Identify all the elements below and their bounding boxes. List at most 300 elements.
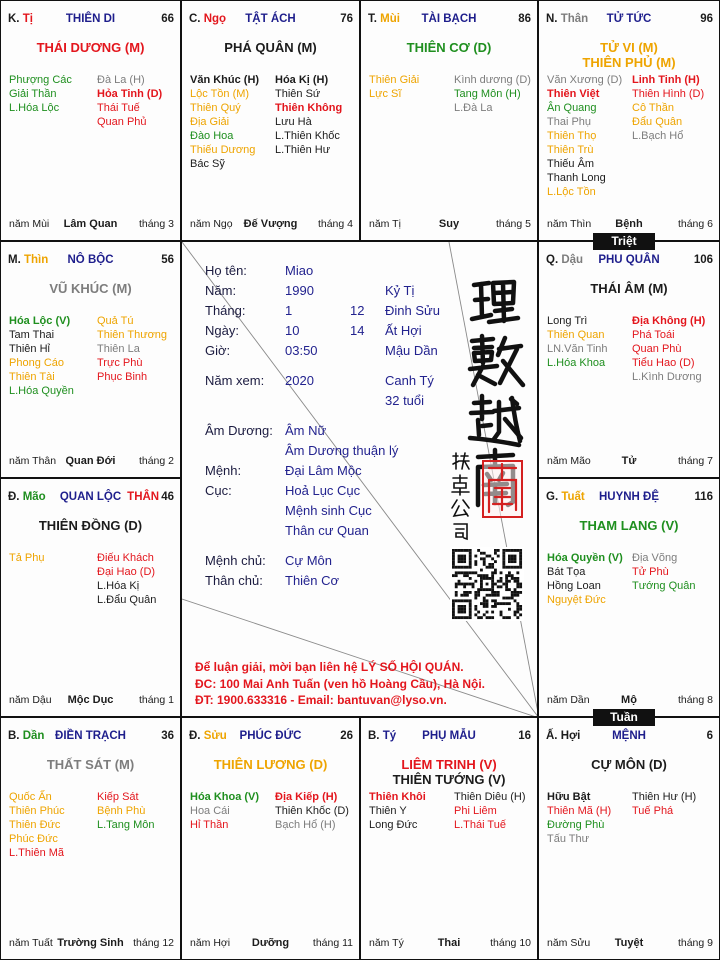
qr-module bbox=[516, 591, 519, 594]
palace-name-wrap bbox=[361, 12, 537, 27]
profile-row bbox=[182, 323, 537, 339]
minor-star: Địa Không (H) bbox=[632, 315, 706, 327]
minor-star: Phá Toái bbox=[632, 329, 675, 341]
palace-age: 106 bbox=[693, 254, 713, 266]
palace-name-wrap bbox=[539, 729, 719, 744]
qr-module bbox=[494, 599, 497, 602]
qr-module bbox=[500, 611, 503, 614]
qr-module bbox=[514, 594, 517, 597]
star-list-left bbox=[190, 73, 259, 171]
footer-stage: Dưỡng bbox=[251, 937, 290, 949]
main-stars bbox=[1, 40, 180, 55]
minor-star: Thiên Hỉ bbox=[9, 343, 50, 355]
palace-header bbox=[1, 729, 180, 744]
minor-star: Thiếu Âm bbox=[547, 158, 595, 170]
main-stars bbox=[1, 281, 180, 296]
qr-module bbox=[469, 602, 472, 605]
minor-star: L.Bạch Hổ bbox=[632, 130, 684, 142]
minor-star: Thiên Không bbox=[275, 102, 343, 114]
star-list-right bbox=[97, 551, 156, 607]
palace-ti bbox=[0, 0, 181, 241]
star-list-left bbox=[547, 551, 623, 607]
profile-label: Năm: bbox=[205, 283, 237, 298]
profile-value: 10 bbox=[285, 323, 300, 338]
palace-footer bbox=[1, 936, 180, 950]
minor-star: Thiên Thọ bbox=[547, 130, 597, 142]
minor-star: L.Đà La bbox=[454, 102, 493, 114]
main-stars bbox=[182, 757, 359, 772]
than-marker: THÂN bbox=[127, 491, 160, 503]
minor-star: L.Tang Môn bbox=[97, 819, 155, 831]
profile-lunar: 12 bbox=[350, 303, 365, 318]
qr-module bbox=[519, 608, 522, 611]
qr-module bbox=[463, 616, 466, 619]
footer-month: tháng 8 bbox=[677, 694, 713, 706]
footer-month: tháng 1 bbox=[138, 694, 174, 706]
qr-module bbox=[488, 616, 491, 619]
profile-value: Mệnh sinh Cục bbox=[285, 503, 372, 518]
branch-name: Hợi bbox=[560, 730, 581, 742]
star-list-left bbox=[9, 73, 72, 115]
qr-module bbox=[477, 611, 480, 614]
palace-name: THIÊN DI bbox=[65, 13, 116, 25]
qr-module bbox=[452, 616, 455, 619]
footer-year: năm Ngọ bbox=[190, 218, 233, 230]
palace-header bbox=[182, 729, 359, 744]
qr-module bbox=[516, 594, 519, 597]
qr-module bbox=[474, 605, 477, 608]
minor-star: L.Thiên Hư bbox=[275, 144, 331, 156]
minor-star: Kình dương (D) bbox=[454, 74, 531, 86]
minor-star: Quả Tú bbox=[97, 315, 134, 327]
qr-module bbox=[458, 605, 461, 608]
palace-name: TẬT ÁCH bbox=[245, 13, 296, 25]
profile-value: Âm Nữ bbox=[285, 423, 327, 438]
footer-stage: Tuyệt bbox=[614, 937, 644, 949]
footer-stage: Quan Đới bbox=[65, 455, 116, 467]
minor-star: Thiên Hư (H) bbox=[632, 791, 697, 803]
palace-footer bbox=[1, 217, 180, 231]
main-stars bbox=[361, 757, 537, 787]
profile-canchi: Canh Tý bbox=[385, 373, 434, 388]
qr-module bbox=[458, 616, 461, 619]
star-list-left bbox=[369, 790, 426, 832]
branch-prefix: B. bbox=[368, 730, 380, 742]
minor-star: Hỏa Tinh (D) bbox=[97, 88, 163, 100]
qr-module bbox=[486, 611, 489, 614]
profile-canchi: Mậu Dần bbox=[385, 343, 438, 358]
qr-module bbox=[469, 591, 472, 594]
qr-module bbox=[497, 549, 500, 552]
main-star: PHÁ QUÂN (M) bbox=[224, 40, 317, 55]
qr-module bbox=[514, 599, 517, 602]
profile-value: Đại Lâm Mộc bbox=[285, 463, 362, 478]
qr-module bbox=[469, 605, 472, 608]
profile-row bbox=[182, 503, 537, 519]
palace-footer bbox=[361, 936, 537, 950]
qr-module bbox=[455, 594, 458, 597]
qr-module bbox=[469, 613, 472, 616]
qr-module bbox=[505, 549, 508, 552]
minor-star: Bác Sỹ bbox=[190, 158, 225, 170]
profile-value: 1 bbox=[285, 303, 293, 318]
qr-module bbox=[455, 549, 458, 552]
branch-prefix: C. bbox=[189, 13, 201, 25]
minor-star: Linh Tinh (H) bbox=[632, 74, 700, 86]
minor-star: Tam Thai bbox=[9, 329, 55, 341]
palace-footer bbox=[1, 454, 180, 468]
minor-star: Thiên Đức bbox=[9, 819, 61, 831]
main-star: THAM LANG (V) bbox=[579, 518, 679, 533]
profile-label: Giờ: bbox=[205, 343, 231, 358]
palace-header bbox=[361, 12, 537, 27]
palace-dau bbox=[538, 241, 720, 478]
contact-line: ĐC: 100 Mai Anh Tuấn (ven hồ Hoàng Cầu), Hà Nội. bbox=[195, 677, 486, 691]
footer-month: tháng 5 bbox=[495, 218, 531, 230]
qr-module bbox=[491, 591, 494, 594]
qr-module bbox=[463, 591, 466, 594]
profile-label: Thân chủ: bbox=[205, 573, 263, 588]
profile-canchi: Ất Hợi bbox=[385, 323, 422, 338]
profile-value: Thân cư Quan bbox=[285, 523, 369, 538]
palace-name: NÔ BỘC bbox=[67, 254, 114, 266]
profile-row bbox=[182, 553, 537, 569]
minor-star: Thiên La bbox=[97, 343, 140, 355]
palace-footer bbox=[539, 454, 719, 468]
palace-header bbox=[361, 729, 537, 744]
profile-row bbox=[182, 483, 537, 499]
qr-module bbox=[474, 597, 477, 600]
palace-suu bbox=[181, 717, 360, 960]
qr-module bbox=[514, 549, 517, 552]
palace-footer bbox=[539, 693, 719, 707]
minor-star: L.Thái Tuế bbox=[454, 819, 506, 831]
footer-stage: Bệnh bbox=[615, 218, 643, 230]
palace-age: 96 bbox=[700, 13, 713, 25]
minor-star: Lộc Tồn (M) bbox=[190, 88, 250, 100]
qr-module bbox=[494, 591, 497, 594]
qr-module bbox=[508, 616, 511, 619]
contact-line: ĐT: 1900.633316 - Email: bantuvan@lyso.vn. bbox=[195, 693, 447, 707]
minor-star: L.Hóa Khoa bbox=[547, 357, 606, 369]
qr-module bbox=[505, 616, 508, 619]
footer-stage: Tử bbox=[621, 455, 637, 467]
minor-star: L.Thiên Mã bbox=[9, 847, 65, 859]
main-star: THÁI DƯƠNG (M) bbox=[36, 40, 145, 55]
palace-age: 36 bbox=[161, 730, 174, 742]
profile-value: Âm Dương thuận lý bbox=[285, 443, 399, 458]
minor-star: Tướng Quân bbox=[632, 580, 696, 592]
qr-module bbox=[511, 594, 514, 597]
minor-star: Long Trì bbox=[547, 315, 588, 327]
palace-name: ĐIỀN TRẠCH bbox=[55, 730, 126, 742]
main-stars bbox=[182, 40, 359, 55]
palace-header bbox=[1, 490, 180, 505]
qr-module bbox=[477, 594, 480, 597]
qr-module bbox=[460, 594, 463, 597]
footer-month: tháng 10 bbox=[490, 937, 531, 949]
main-stars bbox=[539, 40, 719, 70]
profile-row bbox=[182, 463, 537, 479]
palace-name-wrap bbox=[361, 729, 537, 744]
minor-star: L.Hóa Kị bbox=[97, 580, 140, 592]
palace-header bbox=[1, 253, 180, 268]
main-star: THIÊN ĐỒNG (D) bbox=[38, 518, 143, 533]
main-stars bbox=[1, 518, 180, 533]
star-list-right bbox=[454, 73, 531, 115]
minor-star: Hóa Lộc (V) bbox=[9, 315, 71, 327]
minor-star: Trực Phù bbox=[97, 357, 143, 369]
branch-name: Thìn bbox=[23, 254, 49, 266]
footer-stage: Suy bbox=[438, 218, 460, 230]
qr-module bbox=[511, 591, 514, 594]
palace-name bbox=[59, 491, 160, 503]
qr-module bbox=[452, 605, 455, 608]
palace-name-wrap bbox=[1, 490, 180, 505]
minor-star: Hữu Bật bbox=[547, 791, 591, 803]
minor-star: Tuế Phá bbox=[632, 805, 674, 817]
palace-age: 6 bbox=[706, 730, 713, 742]
qr-module bbox=[514, 613, 517, 616]
palace-footer bbox=[182, 936, 359, 950]
minor-star: Hỉ Thần bbox=[190, 819, 229, 831]
profile-row bbox=[182, 263, 537, 279]
minor-star: Thai Phụ bbox=[547, 116, 592, 128]
qr-module bbox=[463, 608, 466, 611]
qr-module bbox=[494, 549, 497, 552]
palace-hoi bbox=[538, 717, 720, 960]
minor-star: Phục Binh bbox=[97, 371, 148, 383]
minor-star: Tiểu Hao (D) bbox=[632, 357, 695, 369]
palace-footer bbox=[1, 693, 180, 707]
qr-module bbox=[463, 611, 466, 614]
qr-module bbox=[480, 602, 483, 605]
qr-module bbox=[460, 599, 463, 602]
profile-row bbox=[182, 283, 537, 299]
palace-header bbox=[539, 12, 719, 27]
profile-row bbox=[182, 303, 537, 319]
branch-prefix: Ấ. bbox=[546, 730, 558, 742]
main-star: THIÊN TƯỚNG (V) bbox=[392, 772, 506, 787]
branch-name: Tị bbox=[22, 13, 33, 25]
qr-module bbox=[494, 594, 497, 597]
main-star: CỰ MÔN (D) bbox=[591, 757, 667, 772]
profile-value: 03:50 bbox=[285, 343, 318, 358]
profile-row bbox=[182, 423, 537, 439]
minor-star: Hoa Cái bbox=[190, 805, 230, 817]
palace-name-wrap bbox=[1, 12, 180, 27]
minor-star: Thiên Quý bbox=[190, 102, 241, 114]
qr-module bbox=[494, 569, 497, 572]
palace-name: PHỤ MẪU bbox=[422, 730, 476, 742]
branch-name: Dậu bbox=[561, 254, 584, 266]
palace-age: 66 bbox=[161, 13, 174, 25]
qr-module bbox=[480, 616, 483, 619]
star-list-right bbox=[632, 551, 696, 593]
minor-star: L.Kình Dương bbox=[632, 371, 702, 383]
footer-stage: Lâm Quan bbox=[63, 218, 118, 230]
palace-tuat bbox=[538, 478, 720, 717]
palace-name-wrap bbox=[1, 729, 180, 744]
minor-star: Đào Hoa bbox=[190, 130, 234, 142]
minor-star: L.Thiên Khốc bbox=[275, 130, 340, 142]
minor-star: Tấu Thư bbox=[547, 833, 590, 845]
qr-module bbox=[460, 616, 463, 619]
qr-module bbox=[502, 549, 505, 552]
minor-star: Thiên Trù bbox=[547, 144, 594, 156]
profile-value: 2020 bbox=[285, 373, 314, 388]
qr-module bbox=[469, 608, 472, 611]
minor-star: Quan Phủ bbox=[97, 116, 147, 128]
main-star: LIÊM TRINH (V) bbox=[401, 757, 497, 772]
qr-module bbox=[458, 599, 461, 602]
contact-line: Để luận giải, mời bạn liên hệ LÝ SỐ HỘI QUÁN. bbox=[195, 660, 464, 674]
qr-module bbox=[466, 591, 469, 594]
minor-star: Quốc Ấn bbox=[9, 791, 52, 803]
qr-module bbox=[505, 602, 508, 605]
qr-module bbox=[452, 611, 455, 614]
star-list-right bbox=[97, 73, 162, 129]
profile-value: 1990 bbox=[285, 283, 314, 298]
minor-star: Hóa Quyền (V) bbox=[547, 552, 623, 564]
footer-year: năm Tý bbox=[369, 937, 404, 949]
footer-year: năm Thân bbox=[9, 455, 57, 467]
qr-module bbox=[486, 594, 489, 597]
minor-star: Lực Sĩ bbox=[369, 88, 402, 100]
branch-prefix: M. bbox=[8, 254, 21, 266]
palace-name: HUYNH ĐỆ bbox=[598, 491, 660, 503]
qr-module bbox=[508, 549, 511, 552]
star-list-right bbox=[454, 790, 526, 832]
qr-module bbox=[460, 549, 463, 552]
qr-module bbox=[486, 605, 489, 608]
star-list-right bbox=[97, 314, 167, 384]
qr-module bbox=[505, 597, 508, 600]
star-list-left bbox=[190, 790, 259, 832]
minor-star: Hóa Kị (H) bbox=[275, 74, 329, 86]
qr-module bbox=[491, 599, 494, 602]
qr-module bbox=[508, 597, 511, 600]
profile-lunar: 14 bbox=[350, 323, 365, 338]
qr-module bbox=[508, 602, 511, 605]
minor-star: L.Lộc Tồn bbox=[547, 186, 596, 198]
main-star: THIÊN LƯƠNG (D) bbox=[213, 757, 328, 772]
star-list-right bbox=[275, 73, 342, 157]
star-list-right bbox=[97, 790, 154, 832]
footer-month: tháng 9 bbox=[677, 937, 713, 949]
palace-than bbox=[538, 0, 720, 241]
palace-name-wrap bbox=[1, 253, 180, 268]
minor-star: Thanh Long bbox=[547, 172, 606, 184]
footer-stage: Thai bbox=[437, 937, 461, 949]
qr-module bbox=[519, 549, 522, 552]
footer-year: năm Mão bbox=[547, 455, 591, 467]
main-star: THÁI ÂM (M) bbox=[590, 281, 668, 296]
minor-star: Cô Thần bbox=[632, 102, 674, 114]
minor-star: Điếu Khách bbox=[97, 552, 154, 564]
palace-header bbox=[539, 253, 719, 268]
minor-star: Phúc Đức bbox=[9, 833, 58, 845]
qr-module bbox=[452, 549, 455, 552]
branch-name: Thân bbox=[560, 13, 589, 25]
profile-label: Họ tên: bbox=[205, 263, 247, 278]
qr-module bbox=[458, 608, 461, 611]
profile-value: Thiên Cơ bbox=[285, 573, 340, 588]
qr-module bbox=[474, 608, 477, 611]
palace-name: PHÚC ĐỨC bbox=[239, 730, 302, 742]
minor-star: Lưu Hà bbox=[275, 116, 312, 128]
qr-module bbox=[469, 611, 472, 614]
minor-star: Thiên Quan bbox=[547, 329, 605, 341]
profile-row bbox=[182, 573, 537, 589]
qr-module bbox=[483, 599, 486, 602]
palace-header bbox=[539, 729, 719, 744]
qr-module bbox=[455, 599, 458, 602]
minor-star: Giải Thần bbox=[9, 88, 57, 100]
branch-name: Ngọ bbox=[203, 13, 227, 25]
qr-module bbox=[455, 616, 458, 619]
profile-label: Tháng: bbox=[205, 303, 246, 318]
footer-year: năm Dậu bbox=[9, 694, 52, 706]
minor-star: Phong Cáo bbox=[9, 357, 65, 369]
palace-name: TỬ TỨC bbox=[606, 13, 652, 25]
profile-value: Cự Môn bbox=[285, 553, 332, 568]
profile-canchi: Kỷ Tị bbox=[385, 283, 415, 298]
qr-module bbox=[486, 599, 489, 602]
branch-prefix: Q. bbox=[546, 254, 559, 266]
branch-name: Mão bbox=[22, 491, 46, 503]
qr-module bbox=[452, 613, 455, 616]
branch-prefix: Đ. bbox=[8, 491, 20, 503]
palace-header bbox=[1, 12, 180, 27]
minor-star: Tang Môn (H) bbox=[454, 88, 521, 100]
qr-module bbox=[500, 602, 503, 605]
footer-year: năm Sửu bbox=[547, 937, 591, 949]
palace-name-wrap bbox=[539, 12, 719, 27]
minor-star: Thiếu Dương bbox=[190, 144, 256, 156]
minor-star: Địa Giải bbox=[190, 116, 230, 128]
minor-star: Thiên Giải bbox=[369, 74, 420, 86]
qr-module bbox=[483, 613, 486, 616]
branch-prefix: B. bbox=[8, 730, 20, 742]
minor-star: L.Đẩu Quân bbox=[97, 594, 157, 606]
qr-module bbox=[516, 605, 519, 608]
minor-star: Nguyệt Đức bbox=[547, 594, 606, 606]
minor-star: Tử Phù bbox=[632, 566, 669, 578]
star-list-right bbox=[632, 314, 705, 384]
qr-module bbox=[483, 605, 486, 608]
minor-star: Thiên Phúc bbox=[9, 805, 65, 817]
qr-module bbox=[474, 594, 477, 597]
branch-name: Tý bbox=[382, 730, 397, 742]
minor-star: Thiên Y bbox=[369, 805, 407, 817]
qr-module bbox=[483, 597, 486, 600]
palace-age: 76 bbox=[340, 13, 353, 25]
qr-module bbox=[463, 605, 466, 608]
footer-month: tháng 3 bbox=[138, 218, 174, 230]
qr-module bbox=[491, 594, 494, 597]
palace-name-wrap bbox=[182, 729, 359, 744]
tuan-marker: Tuần bbox=[593, 709, 655, 726]
palace-footer bbox=[539, 936, 719, 950]
main-stars bbox=[1, 757, 180, 772]
profile-row bbox=[182, 443, 537, 459]
profile-value: Miao bbox=[285, 263, 314, 278]
main-stars bbox=[361, 40, 537, 55]
qr-module bbox=[466, 549, 469, 552]
main-star: VŨ KHÚC (M) bbox=[49, 281, 132, 296]
qr-module bbox=[474, 591, 477, 594]
